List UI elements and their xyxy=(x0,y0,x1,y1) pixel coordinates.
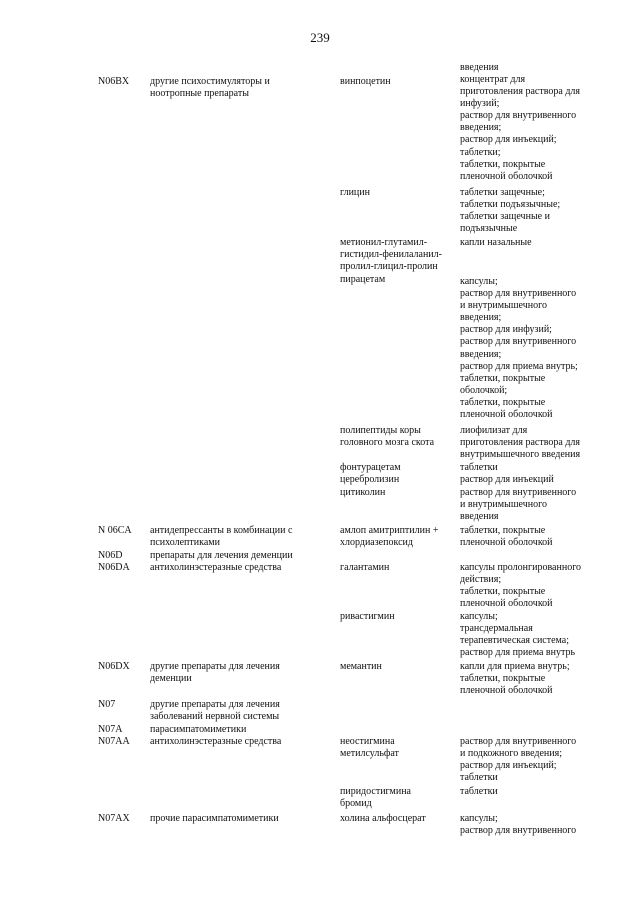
atc-group-n07: другие препараты для лечения заболеваний нервной системы xyxy=(150,699,280,723)
inn-citicoline: цитиколин xyxy=(340,487,386,498)
atc-group-n07aa: антихолинэстеразные средства xyxy=(150,736,282,747)
form-fonturacetam: таблетки xyxy=(460,462,498,473)
form-piracetam: капсулы; раствор для внутривенного и внутримышечного введения; раствор для инфузий; раствор для внутривенного введения; раствор для приема внутрь; таблетки, покрытые оболочкой; таблетки, покрытые пленочной оболочкой xyxy=(460,276,578,421)
form-glycine: таблетки защечные; таблетки подъязычные; таблетки защечные и подъязычные xyxy=(460,187,561,235)
form-neostigmine: раствор для внутривенного и подкожного введения; раствор для инъекций; таблетки xyxy=(460,736,577,784)
atc-code-n06bx: N06BX xyxy=(98,76,130,87)
form-pyridostigmine: таблетки xyxy=(460,786,498,797)
atc-code-n06da: N06DA xyxy=(98,562,130,573)
inn-vinpocetine: винпоцетин xyxy=(340,76,391,87)
atc-group-n06da: антихолинэстеразные средства xyxy=(150,562,282,573)
form-rivastigmine: капсулы; трансдермальная терапевтическая система; раствор для приема внутрь xyxy=(460,611,576,659)
atc-group-n06bx: другие психостимуляторы и ноотропные препараты xyxy=(150,76,270,100)
inn-glycine: глицин xyxy=(340,187,370,198)
atc-code-n06dx: N06DX xyxy=(98,661,130,672)
atc-code-n06d: N06D xyxy=(98,550,123,561)
inn-amitriptyline: амлоп амитриптилин + хлордиазепоксид xyxy=(340,525,439,549)
atc-code-n07ax: N07AX xyxy=(98,813,130,824)
atc-group-n06d: препараты для лечения деменции xyxy=(150,550,293,561)
atc-group-n06ca: антидепрессанты в комбинации с психолептиками xyxy=(150,525,293,549)
form-amitriptyline: таблетки, покрытые пленочной оболочкой xyxy=(460,525,553,549)
inn-pyridostigmine: пиридостигмина бромид xyxy=(340,786,411,810)
inn-neostigmine: неостигмина метилсульфат xyxy=(340,736,399,760)
inn-choline: холина альфосцерат xyxy=(340,813,426,824)
atc-code-n07a: N07A xyxy=(98,724,123,735)
inn-memantine: мемантин xyxy=(340,661,382,672)
form-vinpocetine: концентрат для приготовления раствора для инфузий; раствор для внутривенного введения; раствор для инъекций; таблетки; таблетки, покрытые пленочной оболочкой xyxy=(460,74,580,182)
form-methionyl: капли назальные xyxy=(460,237,532,248)
form-continuation: введения xyxy=(460,62,499,73)
inn-polypeptides: полипептиды коры головного мозга скота xyxy=(340,425,435,449)
form-galantamine: капсулы пролонгированного действия; таблетки, покрытые пленочной оболочкой xyxy=(460,562,582,610)
form-cerebrolysin: раствор для инъекций xyxy=(460,474,554,485)
form-citicoline: раствор для внутривенного и внутримышечного введения xyxy=(460,487,577,523)
form-choline: капсулы; раствор для внутривенного xyxy=(460,813,577,837)
inn-cerebrolysin: церебролизин xyxy=(340,474,400,485)
inn-rivastigmine: ривастигмин xyxy=(340,611,395,622)
atc-code-n07aa: N07AA xyxy=(98,736,130,747)
inn-galantamine: галантамин xyxy=(340,562,390,573)
form-memantine: капли для приема внутрь; таблетки, покрытые пленочной оболочкой xyxy=(460,661,570,697)
inn-methionyl: метионил-глутамил- гистидил-фенилаланил- пролил-глицил-пролин xyxy=(340,237,442,273)
page-number: 239 xyxy=(310,30,330,45)
inn-piracetam: пирацетам xyxy=(340,274,386,285)
atc-group-n07a: парасимпатомиметики xyxy=(150,724,247,735)
atc-group-n06dx: другие препараты для лечения деменции xyxy=(150,661,280,685)
atc-code-n07: N07 xyxy=(98,699,116,710)
inn-fonturacetam: фонтурацетам xyxy=(340,462,401,473)
atc-code-n06ca: N 06CA xyxy=(98,525,132,536)
atc-group-n07ax: прочие парасимпатомиметики xyxy=(150,813,279,824)
form-polypeptides: лиофилизат для приготовления раствора для внутримышечного введения xyxy=(460,425,581,461)
